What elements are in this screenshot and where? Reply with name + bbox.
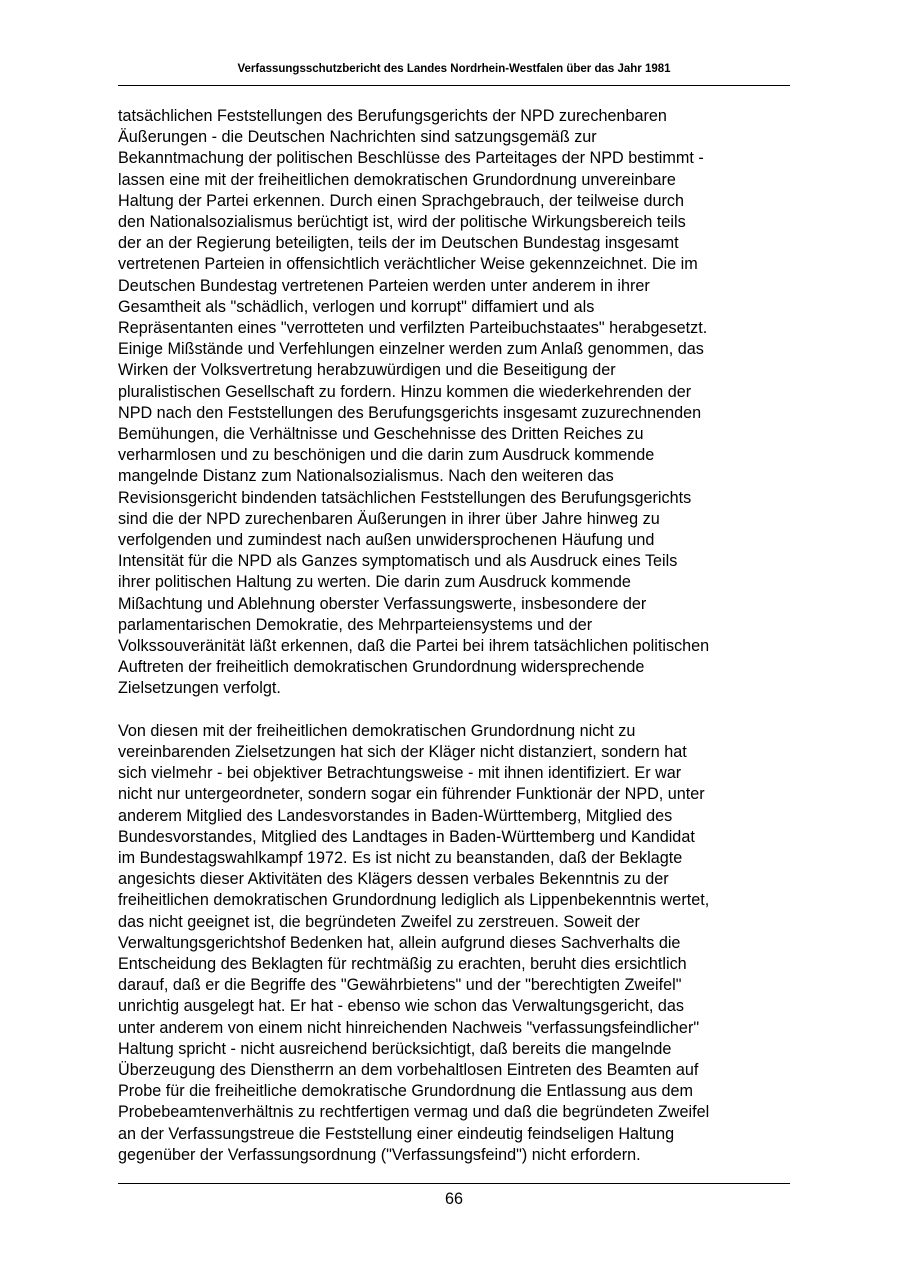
body-paragraph-2: Von diesen mit der freiheitlichen demokratischen Grundordnung nicht zu vereinbarenden Zielsetzungen hat sich der Kläger nicht distanziert, sondern hat sich vielmehr - bei objektiver Betrachtungsweise - mit ihnen identifiziert. Er war nicht nur untergeordneter, sondern sogar ein führender Funktionär der NPD, unter anderem Mitglied des Landesvorstandes in Baden-Württemberg, Mitglied des Bundesvorstandes, Mitglied des Landtages in Baden-Württemberg und Kandidat im Bundestagswahlkampf 1972. Es ist nicht zu beanstanden, daß der Beklagte angesichts dieser Aktivitäten des Klägers dessen verbales Bekenntnis zu der freiheitlichen demokratischen Grundordnung lediglich als Lippenbekenntnis wertet, das nicht geeignet ist, die begründeten Zweifel zu zerstreuen. Soweit der Verwaltungsgerichtshof Bedenken hat, allein aufgrund dieses Sachverhalts die Entscheidung des Beklagten für rechtmäßig zu erachten, beruht dies ersichtlich darauf, daß er die Begriffe des "Gewährbietens" und der "berechtigten Zweifel" unrichtig ausgelegt hat. Er hat - ebenso wie schon das Verwaltungsgericht, das unter anderem von einem nicht hinreichenden Nachweis "verfassungsfeindlicher" Haltung spricht - nicht ausreichend berücksichtigt, daß bereits die mangelnde Überzeugung des Dienstherrn an dem vorbehaltlosen Eintreten des Beamten auf Probe für die freiheitliche demokratische Grundordnung die Entlassung aus dem Probebeamtenverhältnis zu rechtfertigen vermag und daß die begründeten Zweifel an der Verfassungstreue die Feststellung einer eindeutig feindseligen Haltung gegenüber der Verfassungsordnung ("Verfassungsfeind") nicht erfordern. <box>118 721 710 1164</box>
running-header: Verfassungsschutzbericht des Landes Nordrhein-Westfalen über das Jahr 1981 <box>237 63 671 75</box>
page-number: 66 <box>444 1190 463 1208</box>
header-divider <box>118 85 790 86</box>
page-body <box>118 106 790 1166</box>
footer-divider <box>118 1183 790 1184</box>
body-paragraph-1: tatsächlichen Feststellungen des Berufungsgerichts der NPD zurechenbaren Äußerungen - die Deutschen Nachrichten sind satzungsgemäß zur Bekanntmachung der politischen Beschlüsse des Parteitages der NPD bestimmt - lassen eine mit der freiheitlichen demokratischen Grundordnung unvereinbare Haltung der Partei erkennen. Durch einen Sprachgebrauch, der teilweise durch den Nationalsozialismus berüchtigt ist, wird der politische Wirkungsbereich teils der an der Regierung beteiligten, teils der im Deutschen Bundestag insgesamt vertretenen Parteien in offensichtlich verächtlicher Weise gekennzeichnet. Die im Deutschen Bundestag vertretenen Parteien werden unter anderem in ihrer Gesamtheit als "schädlich, verlogen und korrupt" diffamiert und als Repräsentanten eines "verrotteten und verfilzten Parteibuchstaates" herabgesetzt. Einige Mißstände und Verfehlungen einzelner werden zum Anlaß genommen, das Wirken der Volksvertretung herabzuwürdigen und die Beseitigung der pluralistischen Gesellschaft zu fordern. Hinzu kommen die wiederkehrenden der NPD nach den Feststellungen des Berufungsgerichts insgesamt zuzurechnenden Bemühungen, die Verhältnisse und Geschehnisse des Dritten Reiches zu verharmlosen und zu beschönigen und die darin zum Ausdruck kommende mangelnde Distanz zum Nationalsozialismus. Nach den weiteren das Revisionsgericht bindenden tatsächlichen Feststellungen des Berufungsgerichts sind die der NPD zurechenbaren Äußerungen in ihrer über Jahre hinweg zu verfolgenden und zumindest nach außen unwidersprochenen Häufung und Intensität für die NPD als Ganzes symptomatisch und als Ausdruck eines Teils ihrer politischen Haltung zu werten. Die darin zum Ausdruck kommende Mißachtung und Ablehnung oberster Verfassungswerte, insbesondere der parlamentarischen Demokratie, des Mehrparteiensystems und der Volkssouveränität läßt erkennen, daß die Partei bei ihrem tatsächlichen politischen Auftreten der freiheitlich demokratischen Grundordnung widersprechende Zielsetzungen verfolgt. <box>118 107 710 698</box>
